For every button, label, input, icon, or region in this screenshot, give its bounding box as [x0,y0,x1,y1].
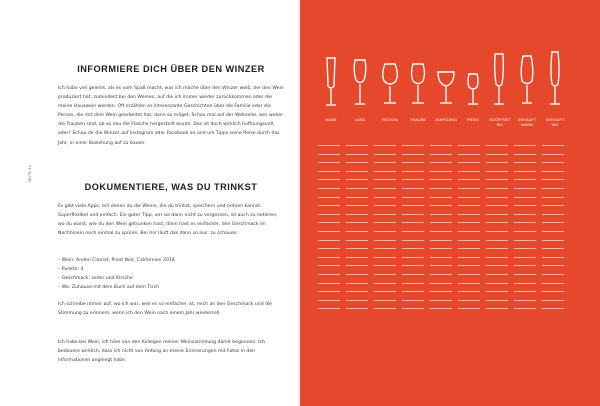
tasting-cell-line [458,197,480,198]
tasting-cell-line [430,274,452,275]
tasting-cell-line [542,291,564,292]
list-item: – Wein: Anden Clamet, Pinot Noir, Californien 2018 [58,258,175,263]
tasting-cell-line [402,257,424,258]
white-wine-icon [519,54,535,110]
tasting-cell-line [318,154,340,155]
tasting-cell-line [346,248,368,249]
paragraph-document-where: Ich schreibe immer auf, wo ich war, weil es so einfacher ist, mich an den Geschmack und die Stimmung zu erinnern, wenn ich den Wein nach einem Jahr wiederseh. [58,302,273,317]
tasting-cell-line [374,145,396,146]
tasting-cell-line [542,257,564,258]
tasting-cell-line [374,179,396,180]
tasting-cell-line [542,197,564,198]
tasting-cell-line [374,214,396,215]
tasting-cell-line [458,222,480,223]
tasting-cell-line [458,145,480,146]
column-label-gekauft-wann: GEKAUFT WANN [517,118,537,127]
tasting-cell-line [542,308,564,309]
tasting-cell-line [346,257,368,258]
tasting-cell-line [346,171,368,172]
tasting-cell-line [346,179,368,180]
small-tulip-icon [465,72,481,110]
tasting-cell-line [458,154,480,155]
page-folio: SEITE 54 [28,164,32,182]
wine-note-example-list [58,256,284,292]
tasting-cell-line [346,300,368,301]
tasting-cell-line [402,265,424,266]
tasting-cell-line [318,162,340,163]
tasting-cell-line [346,283,368,284]
tasting-cell-line [430,248,452,249]
tasting-cell-line [430,188,452,189]
tasting-cell-line [374,300,396,301]
tasting-cell-line [542,154,564,155]
tasting-cell-line [402,205,424,206]
tasting-cell-line [542,248,564,249]
tasting-cell-line [458,248,480,249]
tasting-cell-line [402,214,424,215]
column-label-region: REGION [382,118,398,122]
tasting-cell-line [486,274,508,275]
tasting-cell-line [430,179,452,180]
tasting-cell-line [346,197,368,198]
tasting-cell-line [374,162,396,163]
tasting-cell-line [402,179,424,180]
tasting-cell-line [514,300,536,301]
tasting-cell-line [458,171,480,172]
column-label-geoeffnet-wo: GEÖFFNET WO [489,118,511,127]
tasting-cell-line [486,162,508,163]
tasting-cell-line [458,283,480,284]
tasting-cell-line [430,145,452,146]
tasting-cell-line [346,188,368,189]
tasting-cell-line [430,291,452,292]
tasting-cell-line [542,162,564,163]
tasting-cell-line [486,214,508,215]
tasting-cell-line [346,291,368,292]
bowl-icon [436,70,456,110]
tasting-cell-line [458,308,480,309]
tasting-cell-line [430,171,452,172]
tasting-cell-line [402,197,424,198]
tasting-cell-line [430,222,452,223]
tasting-cell-line [374,265,396,266]
tasting-cell-line [458,214,480,215]
tasting-cell-line [542,231,564,232]
tasting-cell-line [458,291,480,292]
tasting-cell-line [346,145,368,146]
tasting-cell-line [486,248,508,249]
heading-document: DOKUMENTIERE, WAS DU TRINKST [84,182,258,192]
tasting-cell-line [374,274,396,275]
tasting-cell-line [430,300,452,301]
tasting-cell-line [458,265,480,266]
tasting-cell-line [486,231,508,232]
tasting-entry-grid [315,145,583,310]
tasting-cell-line [430,308,452,309]
tasting-cell-line [430,265,452,266]
tasting-column-labels [314,118,584,138]
tasting-cell-line [346,240,368,241]
tasting-cell-line [514,179,536,180]
tasting-cell-line [430,283,452,284]
tasting-cell-line [318,205,340,206]
tasting-cell-line [458,240,480,241]
red-wine-icon [409,62,427,110]
tasting-cell-line [542,222,564,223]
tasting-cell-line [486,205,508,206]
tasting-cell-line [346,274,368,275]
column-label-name: NAME [325,118,337,122]
column-label-gekauft-wo: GEKAUFT WO [545,118,565,127]
tasting-cell-line [458,257,480,258]
tasting-cell-line [514,154,536,155]
tasting-cell-line [514,257,536,258]
tasting-cell-line [430,205,452,206]
tasting-cell-line [318,248,340,249]
tasting-cell-line [514,205,536,206]
tasting-cell-line [514,248,536,249]
tasting-cell-line [486,291,508,292]
tasting-cell-line [486,300,508,301]
tasting-cell-line [486,197,508,198]
tasting-cell-line [542,240,564,241]
tasting-cell-line [514,188,536,189]
tasting-cell-line [486,308,508,309]
tasting-cell-line [346,308,368,309]
tasting-cell-line [514,171,536,172]
list-item: – Geschmack: Leder und Kirsche [58,276,133,282]
tasting-cell-line [542,171,564,172]
tasting-cell-line [514,308,536,309]
tasting-cell-line [486,188,508,189]
wine-glass-row [314,50,584,110]
tasting-cell-line [514,145,536,146]
tasting-cell-line [542,188,564,189]
tasting-cell-line [318,197,340,198]
tasting-cell-line [486,145,508,146]
tasting-cell-line [514,283,536,284]
tasting-cell-line [374,188,396,189]
tasting-cell-line [458,188,480,189]
tasting-cell-line [374,205,396,206]
tasting-cell-line [318,308,340,309]
tasting-cell-line [514,197,536,198]
tasting-cell-line [402,231,424,232]
tasting-cell-line [402,300,424,301]
balloon-icon [380,62,400,110]
tasting-cell-line [374,291,396,292]
list-item: – Wo: Zuhause mit dem Buch auf dem Tisch [58,285,160,291]
tasting-cell-line [402,274,424,275]
heading-winemaker: INFORMIERE DICH ÜBER DEN WINZER [77,64,265,74]
tasting-cell-line [346,162,368,163]
tasting-cell-line [458,205,480,206]
flute-icon [324,56,338,110]
tasting-cell-line [318,257,340,258]
tasting-cell-line [374,257,396,258]
tasting-cell-line [430,197,452,198]
column-label-land: LAND [354,118,366,122]
tasting-cell-line [346,222,368,223]
tasting-cell-line [486,283,508,284]
tasting-cell-line [458,300,480,301]
tasting-cell-line [514,240,536,241]
tasting-cell-line [430,214,452,215]
column-label-traube: TRAUBE [409,118,427,122]
tall-flute-icon [492,52,506,110]
tasting-cell-line [402,222,424,223]
tasting-cell-line [542,205,564,206]
tasting-cell-line [402,162,424,163]
tasting-cell-line [542,145,564,146]
tasting-cell-line [374,308,396,309]
tasting-cell-line [374,248,396,249]
tulip-icon [352,58,368,110]
tasting-cell-line [514,214,536,215]
tasting-cell-line [402,240,424,241]
tasting-cell-line [318,171,340,172]
tasting-cell-line [318,240,340,241]
tasting-cell-line [374,283,396,284]
tasting-cell-line [318,265,340,266]
tasting-cell-line [346,265,368,266]
tasting-cell-line [318,214,340,215]
tasting-cell-line [514,265,536,266]
tasting-cell-line [430,231,452,232]
tasting-cell-line [402,283,424,284]
tasting-cell-line [374,240,396,241]
tasting-cell-line [458,231,480,232]
tasting-cell-line [318,179,340,180]
tasting-cell-line [430,240,452,241]
tasting-cell-line [318,188,340,189]
tasting-cell-line [514,162,536,163]
tasting-cell-line [486,171,508,172]
tasting-cell-line [486,265,508,266]
paragraph-document-apps: Es gibt viele Apps, mit denen du die Weine, die du trinkst, speichern und ordnen kannst. Superflexibel und einfach. Ein guter Tipp, um sie dann nicht zu vergessen, ist auch zu notieren, wo du warst, wie du den Wein getrunken hast, dann hast es einfacher, den Geschmack im Nachhinein noch einmal zu spüren. Bei mir läuft das dann so aus: zu schauen: [58,204,278,237]
tasting-cell-line [346,205,368,206]
tasting-cell-line [318,274,340,275]
tasting-cell-line [542,214,564,215]
tasting-cell-line [458,162,480,163]
tasting-cell-line [430,162,452,163]
paragraph-winemaker: Ich habe viel gelernt, als es vom Spaß macht, was ich mache über den Winzer weiß, der den Wein produziert hat, zumindest bei den Weinen, auf die ich immer wieder zurückkommen oder die meine Hauswein werden. Oft erzählen es interessante Geschichten über die Familie oder die Person, die mit dem Wein gearbeitet hat, dann so möget. Schau mal auf der Webseite, wer woher die Trauben sind, ob es neu die Flasche hergestellt wurde. Das ist doch wirklich hoffnungsvoll, oder? Schau dir die Winzer auf Instagram oder Facebook an und um Tipps seine Reise durch das Jahr, in einer Beziehung auf zu bauen. [58,86,284,146]
column-label-jahrgang: JAHRGANG [434,118,458,122]
tasting-cell-line [318,231,340,232]
tasting-cell-line [514,291,536,292]
tasting-cell-line [514,231,536,232]
tasting-cell-line [486,154,508,155]
tasting-cell-line [514,222,536,223]
tasting-cell-line [486,179,508,180]
tasting-cell-line [402,291,424,292]
list-item: – Punkte: 4 [58,267,84,273]
tasting-cell-line [542,265,564,266]
tasting-cell-line [486,257,508,258]
tasting-cell-line [458,274,480,275]
tasting-cell-line [318,300,340,301]
tasting-cell-line [346,231,368,232]
tasting-cell-line [374,231,396,232]
tasting-cell-line [402,248,424,249]
tasting-cell-line [346,154,368,155]
tasting-cell-line [318,283,340,284]
tasting-cell-line [430,257,452,258]
tasting-cell-line [402,145,424,146]
tasting-cell-line [402,188,424,189]
tasting-cell-line [514,274,536,275]
tasting-cell-line [374,171,396,172]
tasting-cell-line [374,154,396,155]
paragraph-document-regret: Ich habe bei Wein, ich höre von den Kollegen meiner Weinsammlung damit begonnen. Ich bedauere wirklich, dass ich nicht von Anfang an meine Erinnerungen mit Fotos in den Informationen angelegt habe. [58,340,266,364]
tasting-cell-line [402,308,424,309]
tasting-cell-line [486,222,508,223]
tasting-cell-line [542,283,564,284]
tasting-cell-line [346,214,368,215]
tasting-cell-line [374,222,396,223]
tasting-cell-line [402,154,424,155]
tasting-cell-line [542,179,564,180]
tasting-cell-line [374,197,396,198]
tasting-cell-line [458,179,480,180]
tasting-cell-line [486,240,508,241]
tasting-cell-line [318,291,340,292]
tasting-cell-line [402,171,424,172]
tasting-cell-line [542,300,564,301]
tasting-cell-line [318,222,340,223]
tasting-cell-line [430,154,452,155]
column-label-preis: PREIS [466,118,480,122]
champagne-flute-icon [548,50,562,110]
tasting-cell-line [318,145,340,146]
tasting-cell-line [542,274,564,275]
